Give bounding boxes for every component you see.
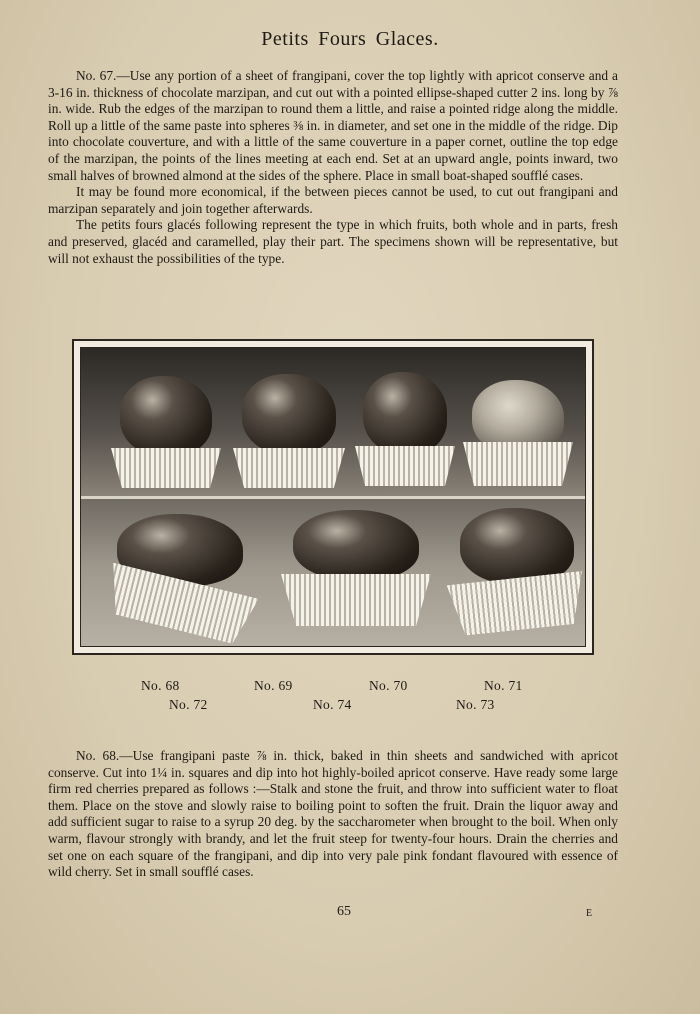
caption-no-71: No. 71 <box>484 678 523 693</box>
intro-text <box>48 68 618 267</box>
caption-no-70: No. 70 <box>369 678 408 693</box>
paragraph-economy-note: It may be found more economical, if the between pieces cannot be used, to cut out frangipani and marzipan separately and join together afterwards. <box>48 184 618 216</box>
caption-no-73: No. 73 <box>456 697 495 712</box>
caption-no-72: No. 72 <box>169 697 208 712</box>
photo-divider <box>81 496 585 499</box>
recipe-text <box>48 748 618 881</box>
photo-plate <box>72 339 594 655</box>
page-title: Petits Fours Glaces. <box>261 28 439 50</box>
paragraph-no-68: No. 68.—Use frangipani paste ⅞ in. thick, baked in thin sheets and sandwiched with apricot conserve. Cut into 1¼ in. squares and dip into hot highly-boiled apricot conserve. Have ready some large firm red cherries prepared as follows :—Stalk and stone the fruit, and throw into sufficient water to float them. Place on the stove and slowly raise to boiling point to soften the fruit. Drain the liquor away and add sufficient sugar to raise to a syrup 20 deg. by the saccharometer when brought to the boil. When only warm, flavour strongly with brandy, and let the fruit steep for twenty-four hours. Drain the cherries and set one on each square of the frangipani, and dip into very pale pink fondant flavoured with essence of wild cherry. Set in small soufflé cases. <box>48 748 618 880</box>
cake-no-70 <box>355 372 455 486</box>
cake-no-74 <box>281 508 431 626</box>
signature-mark: E <box>586 908 594 919</box>
photo-captions <box>0 678 700 718</box>
cake-no-68 <box>111 376 221 488</box>
paragraph-no-67: No. 67.—Use any portion of a sheet of frangipani, cover the top lightly with apricot conserve and a 3-16 in. thickness of chocolate marzipan, and cut out with a pointed ellipse-shaped cutter 2 ins. long by ⅞ in. wide. Rub the edges of the marzipan to round them a little, and raise a pointed ridge along the middle. Roll up a little of the same paste into spheres ⅜ in. in diameter, and set one in the middle of the ridge. Dip into chocolate couverture, and with a little of the same couverture in a paper cornet, outline the top edge of the marzipan, the points of the lines meeting at each end. Set at an upward angle, points inward, two small halves of browned almond at the sides of the sphere. Place in small boat-shaped soufflé cases. <box>48 68 618 183</box>
caption-no-68: No. 68 <box>141 678 180 693</box>
page-number: 65 <box>337 904 351 919</box>
paragraph-fruit-type: The petits fours glacés following represent the type in which fruits, both whole and in parts, fresh and preserved, glacéd and caramelled, play their part. The specimens shown will be representative, but will not exhaust the possibilities of the type. <box>48 217 618 266</box>
cake-no-73 <box>449 508 585 630</box>
petits-fours-photograph <box>80 347 586 647</box>
cake-no-72 <box>105 510 255 630</box>
cake-no-71 <box>463 378 573 486</box>
caption-no-74: No. 74 <box>313 697 352 712</box>
cake-no-69 <box>233 374 345 488</box>
caption-no-69: No. 69 <box>254 678 293 693</box>
